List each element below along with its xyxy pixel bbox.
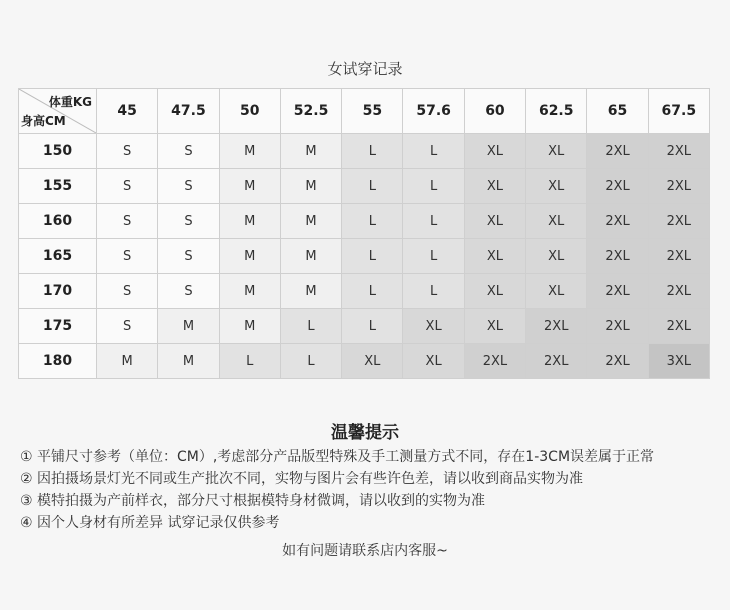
size-cell: L (403, 274, 464, 309)
size-cell: XL (464, 309, 525, 344)
size-cell: S (97, 169, 158, 204)
weight-header: 65 (587, 89, 648, 134)
size-cell: M (219, 239, 280, 274)
size-cell: L (280, 344, 341, 379)
size-cell: M (280, 169, 341, 204)
size-cell: XL (464, 274, 525, 309)
size-cell: M (280, 274, 341, 309)
size-cell: L (403, 169, 464, 204)
size-cell: XL (342, 344, 403, 379)
size-cell: 2XL (587, 239, 648, 274)
size-cell: L (342, 239, 403, 274)
tips-title: 温馨提示 (331, 423, 399, 443)
size-cell: 2XL (648, 204, 709, 239)
weight-header: 60 (464, 89, 525, 134)
tip-item: ③ 模特拍摄为产前样衣，部分尺寸根据模特身材微调，请以收到的实物为准 (20, 493, 485, 509)
size-cell: L (342, 204, 403, 239)
size-row (19, 239, 710, 274)
size-cell: M (219, 204, 280, 239)
height-header: 165 (19, 239, 97, 274)
contact-note: 如有问题请联系店内客服~ (282, 543, 448, 559)
size-cell: S (97, 134, 158, 169)
tip-item: ④ 因个人身材有所差异 试穿记录仅供参考 (20, 515, 280, 531)
weight-header-row (19, 89, 710, 134)
size-cell: 2XL (587, 134, 648, 169)
size-cell: L (342, 134, 403, 169)
size-cell: 3XL (648, 344, 709, 379)
weight-header: 52.5 (280, 89, 341, 134)
size-cell: 2XL (526, 344, 587, 379)
height-header: 160 (19, 204, 97, 239)
size-cell: S (158, 204, 219, 239)
height-header: 150 (19, 134, 97, 169)
weight-header: 62.5 (526, 89, 587, 134)
size-cell: M (158, 309, 219, 344)
size-cell: 2XL (648, 274, 709, 309)
tip-item: ② 因拍摄场景灯光不同或生产批次不同，实物与图片会有些许色差，请以收到商品实物为准 (20, 471, 583, 487)
size-row (19, 309, 710, 344)
size-cell: 2XL (587, 274, 648, 309)
weight-axis-label: 体重KG (48, 95, 92, 109)
table-title: 女试穿记录 (327, 60, 403, 78)
size-cell: L (403, 204, 464, 239)
size-cell: 2XL (648, 134, 709, 169)
size-cell: XL (526, 274, 587, 309)
height-axis-label: 身高CM (21, 114, 66, 128)
size-row (19, 274, 710, 309)
size-row (19, 169, 710, 204)
size-cell: XL (464, 134, 525, 169)
size-cell: L (219, 344, 280, 379)
weight-header: 55 (342, 89, 403, 134)
size-cell: 2XL (587, 309, 648, 344)
size-cell: L (342, 309, 403, 344)
size-cell: S (158, 169, 219, 204)
size-cell: M (219, 309, 280, 344)
size-cell: 2XL (648, 309, 709, 344)
size-cell: XL (526, 169, 587, 204)
size-cell: S (97, 309, 158, 344)
size-cell: XL (464, 169, 525, 204)
tip-item: ① 平铺尺寸参考（单位：CM）,考虑部分产品版型特殊及手工测量方式不同，存在1-3CM误差属于正常 (20, 449, 655, 465)
size-cell: S (158, 134, 219, 169)
size-cell: M (97, 344, 158, 379)
size-cell: S (97, 204, 158, 239)
size-cell: XL (526, 134, 587, 169)
size-cell: XL (464, 204, 525, 239)
weight-header: 50 (219, 89, 280, 134)
size-cell: M (280, 239, 341, 274)
tips-list (20, 446, 720, 534)
size-cell: S (158, 274, 219, 309)
size-row (19, 344, 710, 379)
size-row (19, 204, 710, 239)
size-cell: 2XL (526, 309, 587, 344)
size-cell: M (219, 134, 280, 169)
size-cell: 2XL (648, 169, 709, 204)
weight-header: 57.6 (403, 89, 464, 134)
size-cell: XL (526, 204, 587, 239)
size-cell: L (280, 309, 341, 344)
size-cell: 2XL (587, 169, 648, 204)
size-cell: 2XL (587, 204, 648, 239)
size-cell: L (403, 239, 464, 274)
size-cell: M (219, 169, 280, 204)
size-cell: L (403, 134, 464, 169)
size-table (18, 88, 710, 379)
size-cell: S (158, 239, 219, 274)
weight-header: 45 (97, 89, 158, 134)
size-cell: 2XL (464, 344, 525, 379)
size-cell: S (97, 239, 158, 274)
size-cell: XL (403, 344, 464, 379)
size-cell: M (158, 344, 219, 379)
size-cell: M (280, 134, 341, 169)
height-header: 175 (19, 309, 97, 344)
height-header: 170 (19, 274, 97, 309)
size-cell: XL (403, 309, 464, 344)
corner-cell (19, 89, 97, 134)
size-cell: 2XL (587, 344, 648, 379)
size-cell: L (342, 274, 403, 309)
size-cell: XL (464, 239, 525, 274)
size-row (19, 134, 710, 169)
height-header: 180 (19, 344, 97, 379)
size-cell: M (280, 204, 341, 239)
size-cell: XL (526, 239, 587, 274)
size-cell: 2XL (648, 239, 709, 274)
size-cell: S (97, 274, 158, 309)
weight-header: 47.5 (158, 89, 219, 134)
height-header: 155 (19, 169, 97, 204)
size-cell: M (219, 274, 280, 309)
weight-header: 67.5 (648, 89, 709, 134)
size-cell: L (342, 169, 403, 204)
